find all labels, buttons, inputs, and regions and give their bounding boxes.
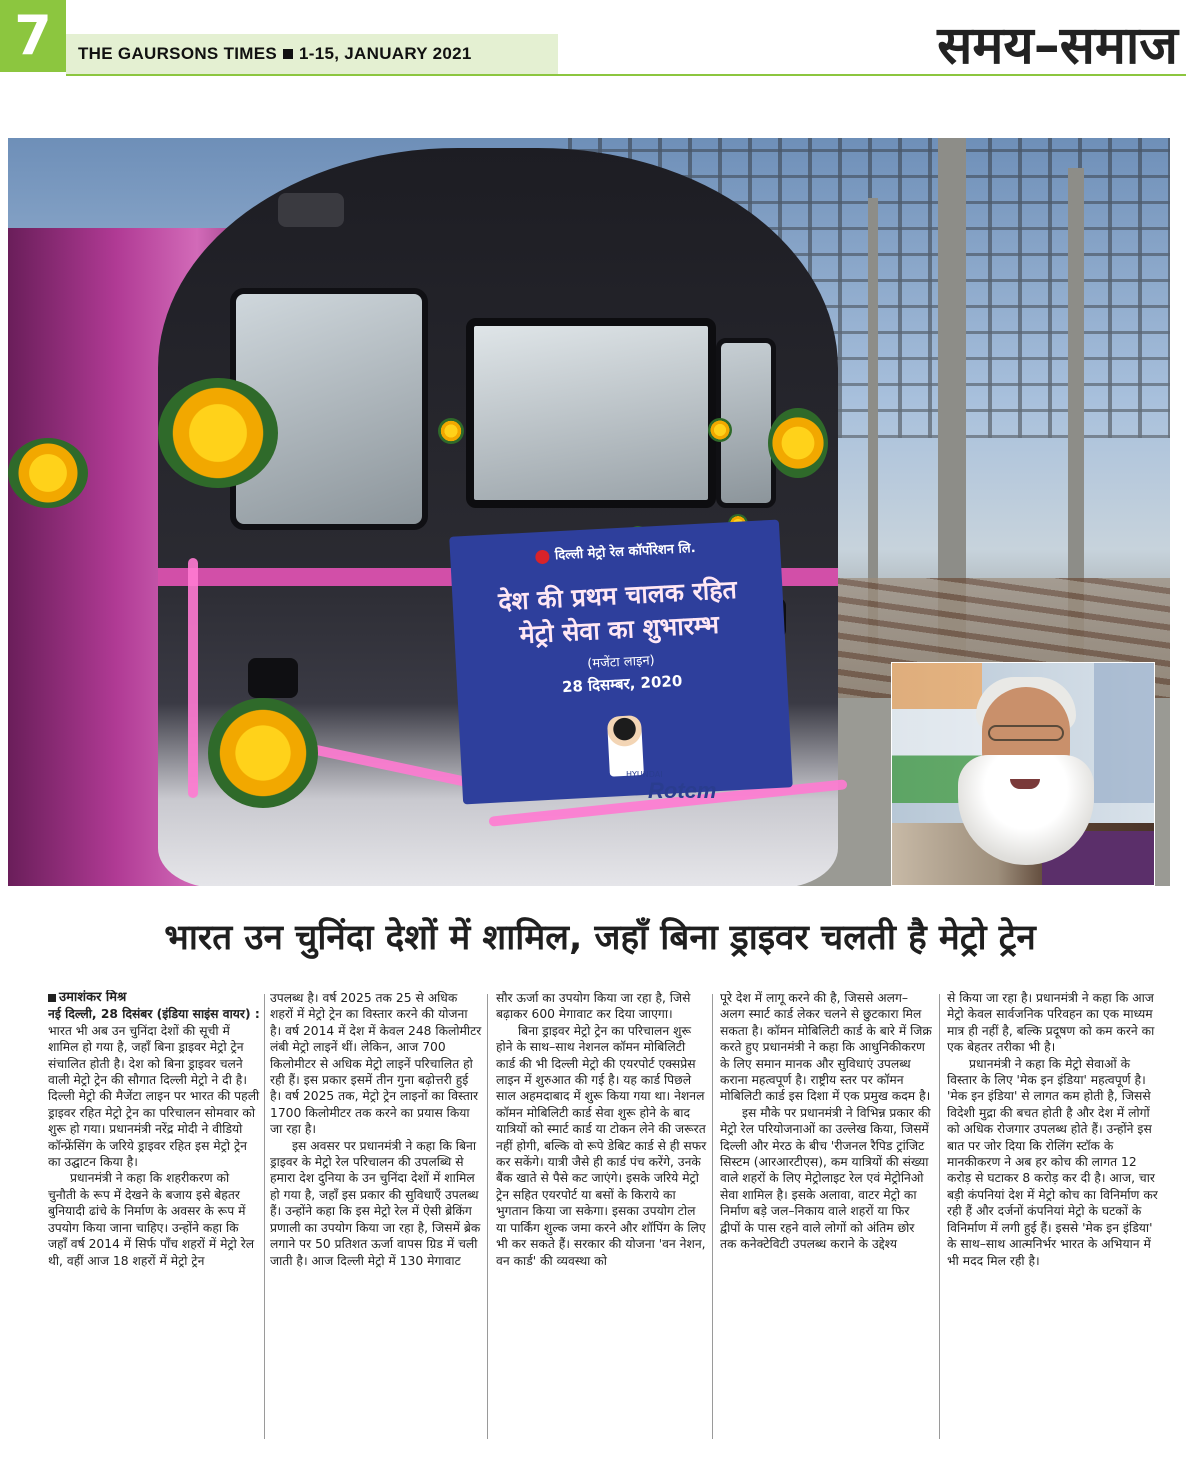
maker-logo: Rotem [648, 778, 717, 803]
article-column-1 [48, 990, 260, 1452]
flower-garland [8, 438, 88, 508]
article-column-4 [720, 990, 932, 1452]
flower-garland [438, 418, 464, 444]
dateline: नई दिल्ली, 28 दिसंबर (इंडिया साइंस वायर) : [48, 1007, 260, 1022]
article-column-5 [947, 990, 1159, 1452]
signal-light [278, 193, 344, 227]
inset-portrait [891, 662, 1155, 886]
banner-date: 28 दिसम्बर, 2020 [561, 671, 683, 697]
article-paragraph: सौर ऊर्जा का उपयोग किया जा रहा है, जिसे बढ़ाकर 600 मेगावाट कर दिया जाएगा। [496, 991, 691, 1022]
backdrop-right [1094, 663, 1154, 803]
article-paragraph: उपलब्ध है। वर्ष 2025 तक 25 से अधिक शहरों में मेट्रो ट्रेन का विस्तार करने की योजना है। वर्ष 2014 में देश में केवल 248 किलोमीटर लंबी मेट्रो लाइनें थीं। लेकिन, आज 700 किलोमीटर से अधिक मेट्रो लाइनें परिचालित हो रही हैं। इस प्रकार इसमें तीन गुना बढ़ोत्तरी हुई है। वर्ष 2025 तक, मेट्रो ट्रेन लाइनों का विस्तार 1700 किलोमीटर तक करने का प्रयास किया जा रहा है। [270, 991, 482, 1137]
banner-org: दिल्ली मेट्रो रेल कॉर्पोरेशन लि. [450, 534, 780, 569]
portrait-glasses [988, 725, 1064, 741]
banner-headline-2: मेट्रो सेवा का शुभारम्भ [518, 609, 720, 650]
article-paragraph: पूरे देश में लागू करने की है, जिससे अलग–अलग स्मार्ट कार्ड लेकर चलने से छुटकारा मिल सकता है। कॉमन मोबिलिटी कार्ड के बारे में जिक्र करते हुए प्रधानमंत्री ने कहा कि आधुनिकीकरण के लिए समान मानक और सुविधाएं उपलब्ध कराना महत्वपूर्ण है। राष्ट्रीय स्तर पर कॉमन मोबिलिटी कार्ड इस दिशा में एक प्रमुख कदम है। [720, 991, 932, 1104]
article-paragraph: नई दिल्ली, 28 दिसंबर (इंडिया साइंस वायर) : भारत भी अब उन चुनिंदा देशों की सूची में शामिल हो गया है, जहाँ बिना ड्राइवर मेट्रो ट्रेन संचालित होती है। देश को बिना ड्राइवर चलने वाली मेट्रो ट्रेन की सौगात दिल्ली मेट्रो ने दी है। दिल्ली मेट्रो की मैजेंटा लाइन पर भारत की पहली ड्राइवर रहित मेट्रो ट्रेन का परिचालन सोमवार को शुरू हो गया। प्रधानमंत्री नरेंद्र मोदी ने वीडियो कॉन्फ्रेंसिंग के जरिये ड्राइवर रहित इस मेट्रो ट्रेन का उद्घाटन किया है। [48, 1007, 260, 1170]
column-divider [712, 994, 713, 1439]
banner-subline: (मजेंटा लाइन) [586, 653, 656, 672]
dmrc-logo-icon [535, 549, 550, 564]
banner-headline-1: देश की प्रथम चालक रहित [497, 574, 738, 617]
article-paragraph: से किया जा रहा है। प्रधानमंत्री ने कहा कि आज मेट्रो केवल सार्वजनिक परिवहन का एक माध्यम मात्र ही नहीं है, बल्कि प्रदूषण को कम करने का एक बेहतर तरीका भी है। [947, 991, 1155, 1055]
article-headline: भारत उन चुनिंदा देशों में शामिल, जहाँ बिना ड्राइवर चलती है मेट्रो ट्रेन [164, 918, 1036, 958]
masthead [78, 44, 472, 64]
train-front-window [466, 318, 716, 508]
headlight-left [248, 658, 298, 698]
column-divider [264, 994, 265, 1439]
flower-garland [768, 408, 828, 478]
article-column-3 [496, 990, 708, 1452]
article-paragraph: प्रधानमंत्री ने कहा कि मेट्रो सेवाओं के विस्तार के लिए 'मेक इन इंडिया' महत्वपूर्ण है। 'मेक इन इंडिया' से लागत कम होती है, जिससे विदेशी मुद्रा की बचत होती है और देश में लोगों को अधिक रोजगार उपलब्ध होते हैं। उन्होंने इस बात पर जोर दिया कि रोलिंग स्टॉक के मानकीकरण ने अब हर कोच की लागत 12 करोड़ से घटाकर 8 करोड़ कर दी है। आज, चार बड़ी कंपनियां देश में मेट्रो कोच का विनिर्माण कर रही हैं और दर्जनों कंपनियां मेट्रो के घटकों के विनिर्माण में लगी हुई हैं। इससे 'मेक इन इंडिया' के साथ–साथ आत्मनिर्भर भारत के अभियान में भी मदद मिल रही है। [947, 1056, 1158, 1268]
article-paragraph: प्रधानमंत्री ने कहा कि शहरीकरण को चुनौती के रूप में देखने के बजाय इसे बेहतर बुनियादी ढांचे के निर्माण के अवसर के रूप में उपयोग किया जाना चाहिए। उन्होंने कहा कि जहाँ वर्ष 2014 में सिर्फ पाँच शहरों में मेट्रो रेल थी, वहीं आज 18 शहरों में मेट्रो ट्रेन [48, 1171, 255, 1268]
mascot-icon [607, 715, 644, 777]
maker-small-logo: HYUNDAI [626, 770, 663, 779]
article-column-2 [270, 990, 482, 1452]
separator-square-icon [283, 49, 293, 59]
article-paragraph: इस मौके पर प्रधानमंत्री ने विभिन्न प्रकार की मेट्रो रेल परियोजनाओं का उल्लेख किया, जिसमें दिल्ली और मेरठ के बीच 'रीजनल रैपिड ट्रांजिट सिस्टम (आरआरटीएस), कम यात्रियों की संख्या वाले शहरों के लिए मेट्रोलाइट रेल एवं मेट्रोनिओ सेवा शामिल है। इसके अलावा, वाटर मेट्रो का निर्माण बड़े जल–निकाय वाले शहरों या फिर द्वीपों के पास रहने वाले लोगों को अंतिम छोर तक कनेक्टेविटी उपलब्ध कराने के उद्देश्य [720, 1105, 931, 1252]
flower-garland [708, 418, 732, 442]
pink-ribbon [188, 558, 198, 798]
article-paragraph: बिना ड्राइवर मेट्रो ट्रेन का परिचालन शुरू होने के साथ–साथ नेशनल कॉमन मोबिलिटी कार्ड की भी दिल्ली मेट्रो की एयरपोर्ट एक्सप्रेस लाइन में शुरुआत की गई है। यह कार्ड पिछले साल अहमदाबाद में शुरू किया गया था। नेशनल कॉमन मोबिलिटी कार्ड सेवा शुरू होने के बाद यात्रियों को स्मार्ट कार्ड या टोकन लेने की जरूरत नहीं होगी, बल्कि वो रूपे डेबिट कार्ड से ही सफर कर सकेंगे। यात्री जैसे ही कार्ड पंच करेंगे, उनके बैंक खाते से पैसे कट जाएंगे। इसके जरिये मेट्रो ट्रेन सहित एयरपोर्ट या बसों के किराये का भुगतान किया जा सकेगा। इसका उपयोग टोल या पार्किंग शुल्क जमा करने और शॉपिंग के लिए भी कर सकते हैं। सरकार की योजना 'वन नेशन, वन कार्ड' की व्यवस्था को [496, 1023, 707, 1268]
section-title: समय–समाज [937, 16, 1178, 76]
inauguration-banner [449, 520, 793, 805]
issue-date: 1-15, JANUARY 2021 [299, 44, 472, 63]
byline: उमाशंकर मिश्र [48, 990, 260, 1006]
publication-name: THE GAURSONS TIMES [78, 44, 278, 63]
page-number: 7 [0, 0, 66, 72]
flower-garland [158, 378, 278, 488]
byline-square-icon [48, 994, 56, 1002]
article-paragraph: इस अवसर पर प्रधानमंत्री ने कहा कि बिना ड्राइवर के मेट्रो रेल परिचालन की उपलब्धि से हमारा देश दुनिया के उन चुनिंदा देशों में शामिल हो गया है, जहाँ इस प्रकार की सुविधाएँ उपलब्ध हैं। उन्होंने कहा कि इस मेट्रो रेल में ऐसी ब्रेकिंग प्रणाली का उपयोग किया जा रहा है, जिसमें ब्रेक लगाने पर 50 प्रतिशत ऊर्जा वापस ग्रिड में चली जाती है। आज दिल्ली मेट्रो में 130 मेगावाट [270, 1138, 481, 1268]
column-divider [487, 994, 488, 1439]
column-divider [939, 994, 940, 1439]
flower-garland [208, 698, 318, 808]
